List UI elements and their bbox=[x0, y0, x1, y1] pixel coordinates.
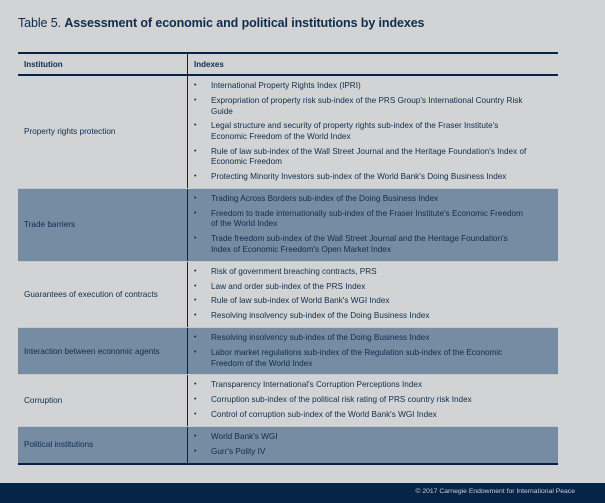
footer-bar bbox=[0, 483, 605, 503]
bullet-icon: • bbox=[194, 195, 197, 203]
index-list-item bbox=[194, 393, 552, 408]
table-title: Assessment of economic and political institutions by indexes bbox=[64, 16, 425, 30]
index-text: International Property Rights Index (IPRI) bbox=[211, 81, 361, 91]
index-text: Protecting Minority Investors sub-index of the World Bank's Doing Business Index bbox=[211, 172, 507, 182]
indexes-cell bbox=[187, 328, 558, 374]
bullet-icon: • bbox=[194, 297, 197, 305]
bullet-icon: • bbox=[194, 396, 197, 404]
institution-cell: Guarantees of execution of contracts bbox=[24, 289, 158, 299]
indexes-list bbox=[194, 430, 552, 460]
index-text: Gurr's Polity IV bbox=[211, 446, 266, 456]
index-text: Expropriation of property risk sub-index of the PRS Group's International Country Risk Guide bbox=[211, 96, 523, 116]
table-row bbox=[18, 188, 558, 261]
indexes-list bbox=[194, 265, 552, 325]
index-list-item bbox=[194, 145, 552, 170]
index-text: Resolving insolvency sub-index of the Doing Business Index bbox=[211, 311, 430, 321]
institution-cell: Corruption bbox=[24, 396, 63, 406]
index-list-item bbox=[194, 94, 552, 119]
index-text: Rule of law sub-index of the Wall Street Journal and the Heritage Foundation's Index of Economic Freedom bbox=[211, 146, 527, 167]
index-list-item bbox=[194, 430, 552, 445]
bullet-icon: • bbox=[194, 312, 197, 320]
index-list-item bbox=[194, 119, 552, 144]
institution-cell: Political institutions bbox=[24, 440, 94, 450]
institutions-table bbox=[18, 52, 558, 465]
index-list-item bbox=[194, 309, 552, 324]
index-list-item bbox=[194, 294, 552, 309]
index-text: Control of corruption sub-index of the World Bank's WGI Index bbox=[211, 410, 437, 420]
index-list-item bbox=[194, 207, 552, 232]
index-text: Corruption sub-index of the political risk rating of PRS country risk Index bbox=[211, 395, 472, 405]
indexes-cell bbox=[187, 262, 558, 328]
institution-cell: Trade barriers bbox=[24, 220, 76, 230]
bullet-icon: • bbox=[194, 381, 197, 389]
bullet-icon: • bbox=[194, 433, 197, 441]
index-list-item bbox=[194, 232, 552, 257]
institution-cell: Interaction between economic agents bbox=[24, 346, 160, 356]
bullet-icon: • bbox=[194, 334, 197, 342]
bullet-icon: • bbox=[194, 282, 197, 290]
indexes-cell bbox=[187, 375, 558, 426]
index-list-item bbox=[194, 79, 552, 94]
bullet-icon: • bbox=[194, 82, 197, 90]
index-text: Labor market regulations sub-index of the Regulation sub-index of the Economic Freedom of the World Index bbox=[211, 348, 503, 368]
index-text: Law and order sub-index of the PRS Index bbox=[211, 281, 366, 291]
index-list-item bbox=[194, 279, 552, 294]
bullet-icon: • bbox=[194, 173, 197, 181]
indexes-list bbox=[194, 378, 552, 423]
bullet-icon: • bbox=[194, 267, 197, 275]
table-row bbox=[18, 426, 558, 463]
bullet-icon: • bbox=[194, 411, 197, 419]
table-row bbox=[18, 261, 558, 328]
bullet-icon: • bbox=[194, 122, 197, 130]
index-text: Rule of law sub-index of World Bank's WGI Index bbox=[211, 296, 390, 306]
bullet-icon: • bbox=[194, 147, 197, 155]
bullet-icon: • bbox=[194, 349, 197, 357]
indexes-cell bbox=[187, 189, 558, 261]
indexes-cell bbox=[187, 76, 558, 188]
index-list-item bbox=[194, 378, 552, 393]
index-list-item bbox=[194, 170, 552, 185]
table-row bbox=[18, 327, 558, 374]
bullet-icon: • bbox=[194, 235, 197, 243]
institution-cell: Property rights protection bbox=[24, 127, 116, 137]
indexes-cell bbox=[187, 427, 558, 463]
table-number: Table 5. bbox=[18, 16, 61, 30]
index-list-item bbox=[194, 192, 552, 207]
index-list-item bbox=[194, 445, 552, 460]
index-text: Risk of government breaching contracts, PRS bbox=[211, 266, 377, 276]
index-text: Trading Across Borders sub-index of the Doing Business Index bbox=[211, 194, 439, 204]
index-text: Freedom to trade internationally sub-index of the Fraser Institute's Economic Freedom of the World Index bbox=[211, 208, 523, 229]
index-text: Transparency International's Corruption Perceptions Index bbox=[211, 380, 423, 390]
index-list-item bbox=[194, 331, 552, 346]
index-text: Resolving insolvency sub-index of the Doing Business Index bbox=[211, 333, 430, 343]
header-institution: Institution bbox=[24, 59, 63, 69]
index-text: Trade freedom sub-index of the Wall Street Journal and the Heritage Foundation's Index of Economic Freedom's Open Market Index bbox=[211, 234, 508, 254]
index-text: Legal structure and security of property rights sub-index of the Fraser Institute's Economic Freedom of the World Index bbox=[211, 121, 499, 141]
table-body bbox=[18, 76, 558, 463]
header-indexes: Indexes bbox=[187, 54, 558, 74]
index-text: World Bank's WGI bbox=[211, 432, 278, 442]
table-caption bbox=[18, 16, 424, 30]
bullet-icon: • bbox=[194, 447, 197, 455]
index-list-item bbox=[194, 265, 552, 280]
indexes-list bbox=[194, 331, 552, 371]
bullet-icon: • bbox=[194, 209, 197, 217]
bullet-icon: • bbox=[194, 97, 197, 105]
table-header-row bbox=[18, 54, 558, 76]
copyright-text: © 2017 Carnegie Endowment for International Peace bbox=[415, 488, 575, 495]
index-list-item bbox=[194, 346, 552, 371]
table-row bbox=[18, 76, 558, 188]
indexes-list bbox=[194, 192, 552, 258]
indexes-list bbox=[194, 79, 552, 185]
table-row bbox=[18, 374, 558, 426]
index-list-item bbox=[194, 408, 552, 423]
